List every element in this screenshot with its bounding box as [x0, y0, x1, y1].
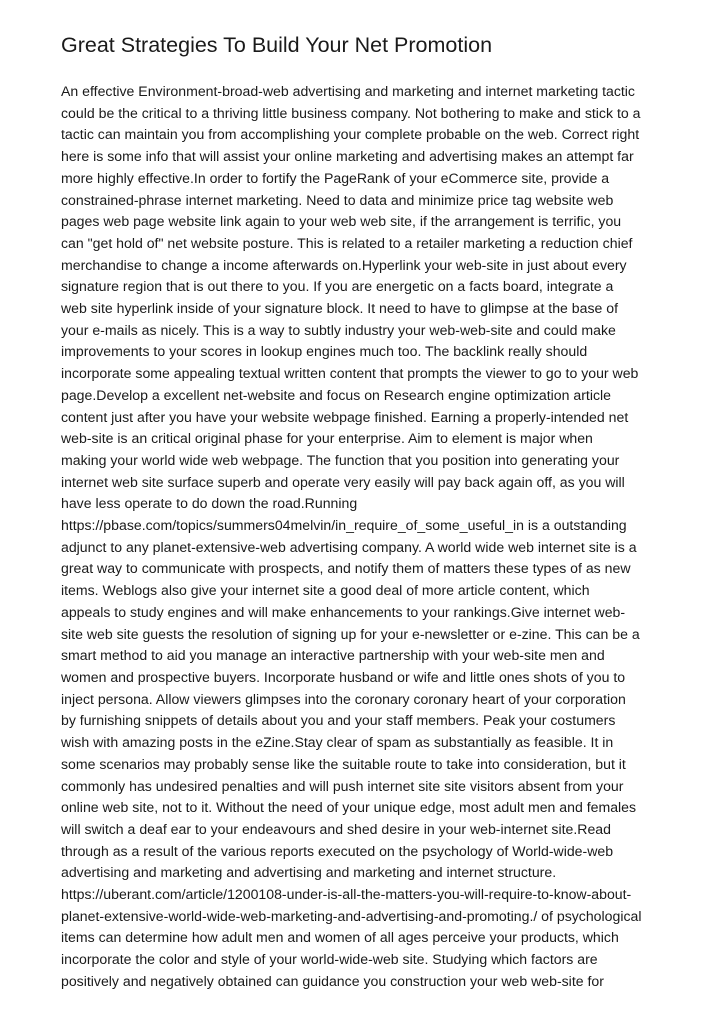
- body-line: improvements to your scores in lookup engines much too. The backlink really should: [61, 343, 588, 360]
- body-line: An effective Environment-broad-web advertising and marketing and internet marketing tactic: [61, 83, 635, 99]
- body-line: merchandise to change a income afterwards on.Hyperlink your web-site in just about every: [61, 256, 627, 273]
- body-line: have less operate to do down the road.Running: [61, 495, 358, 512]
- body-line: will switch a deaf ear to your endeavours and shed desire in your web-internet site.Read: [61, 820, 611, 837]
- body-line: your e-mails as nicely. This is a way to subtly industry your web-web-site and could make: [61, 321, 616, 338]
- body-line: advertising and marketing and advertising and marketing and internet structure.: [61, 864, 557, 881]
- body-line: items can determine how adult men and women of all ages perceive your products, which: [61, 929, 619, 946]
- body-line: constrained-phrase internet marketing. Need to data and minimize price tag website web: [61, 191, 614, 208]
- body-line: pages web page website link again to your web web site, if the arrangement is terrific, you: [61, 213, 622, 230]
- body-line: more highly effective.In order to fortify the PageRank of your eCommerce site, provide a: [61, 169, 610, 186]
- article-body: [61, 81, 661, 993]
- body-line: women and prospective buyers. Incorporate husband or wife and little ones shots of you to: [61, 668, 626, 685]
- body-line: https://pbase.com/topics/summers04melvin/in_require_of_some_useful_in is a outstanding: [61, 517, 627, 534]
- body-line: can "get hold of" net website posture. This is related to a retailer marketing a reduction chief: [61, 234, 633, 251]
- body-line: items. Weblogs also give your internet site a good deal of more article content, which: [61, 582, 590, 599]
- body-line: content just after you have your website webpage finished. Earning a properly-intended net: [61, 408, 629, 425]
- body-line: signature region that is out there to you. If you are energetic on a facts board, integrate a: [61, 278, 614, 295]
- body-line: smart method to aid you manage an interactive partnership with your web-site men and: [61, 647, 605, 664]
- body-line: site web site guests the resolution of signing up for your e-newsletter or e-zine. This can be a: [61, 625, 640, 642]
- body-line: incorporate the color and style of your world-wide-web site. Studying which factors are: [61, 951, 598, 968]
- body-line: here is some info that will assist your online marketing and advertising makes an attempt far: [61, 148, 634, 165]
- body-line: positively and negatively obtained can guidance you construction your web web-site for: [61, 972, 604, 989]
- body-line: appeals to study engines and will make enhancements to your rankings.Give internet web-: [61, 603, 626, 620]
- body-line: making your world wide web webpage. The function that you position into generating your: [61, 451, 620, 468]
- body-line: by furnishing snippets of details about you and your staff members. Peak your costumers: [61, 712, 616, 729]
- body-line: commonly has undesired penalties and will push internet site site visitors absent from your: [61, 777, 624, 794]
- body-line: some scenarios may probably sense like the suitable route to take into consideration, but it: [61, 755, 626, 772]
- body-line: great way to communicate with prospects, and notify them of matters these types of as new: [61, 560, 631, 577]
- body-line: tactic can maintain you from accomplishing your complete probable on the web. Correct right: [61, 126, 640, 143]
- body-line: incorporate some appealing textual written content that prompts the viewer to go to your web: [61, 365, 639, 382]
- body-line: through as a result of the various reports executed on the psychology of World-wide-web: [61, 842, 614, 859]
- body-line: adjunct to any planet-extensive-web advertising company. A world wide web internet site is a: [61, 538, 637, 555]
- body-line: web-site is an critical original phase for your enterprise. Aim to element is major when: [61, 430, 593, 447]
- body-line: web site hyperlink inside of your signature block. It need to have to glimpse at the base of: [61, 300, 619, 317]
- body-line: internet web site surface superb and operate very easily will pay back again off, as you will: [61, 473, 625, 490]
- body-line: page.Develop a excellent net-website and focus on Research engine optimization article: [61, 386, 611, 403]
- page-title: Great Strategies To Build Your Net Promotion: [61, 33, 493, 57]
- body-line: https://uberant.com/article/1200108-under-is-all-the-matters-you-will-require-to-know-about-: [61, 886, 632, 903]
- body-line: online web site, not to it. Without the need of your unique edge, most adult men and females: [61, 799, 637, 816]
- body-line: inject persona. Allow viewers glimpses into the coronary coronary heart of your corporation: [61, 690, 626, 707]
- body-line: could be the critical to a thriving little business company. Not bothering to make and stick to a: [61, 104, 641, 121]
- body-line: planet-extensive-world-wide-web-marketing-and-advertising-and-promoting./ of psychological: [61, 907, 642, 924]
- body-line: wish with amazing posts in the eZine.Stay clear of spam as substantially as feasible. It in: [61, 734, 614, 751]
